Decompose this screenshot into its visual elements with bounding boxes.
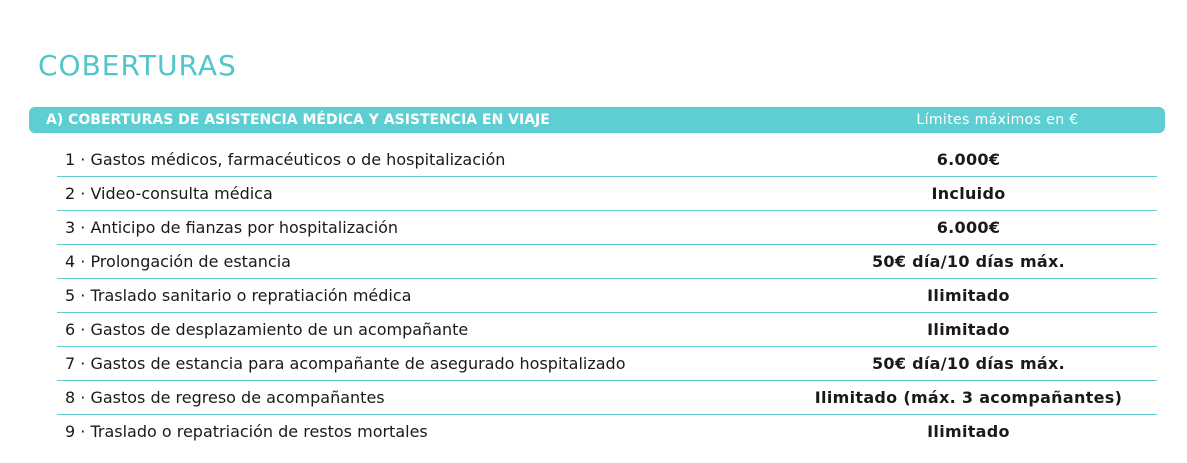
page-title: COBERTURAS xyxy=(38,49,237,82)
table-row xyxy=(57,279,1157,313)
table-row xyxy=(57,211,1157,245)
table-row xyxy=(57,415,1157,448)
row-description: 1 · Gastos médicos, farmacéuticos o de hospitalización xyxy=(65,150,506,169)
table-row xyxy=(57,143,1157,177)
section-header-bar xyxy=(29,107,1165,133)
row-limit-value: Incluido xyxy=(931,184,1006,203)
row-limit-value: Ilimitado xyxy=(927,422,1010,441)
row-limit-value: Ilimitado (máx. 3 acompañantes) xyxy=(814,388,1123,407)
row-limit-value: Ilimitado xyxy=(927,320,1010,339)
table-row xyxy=(57,313,1157,347)
row-description: 8 · Gastos de regreso de acompañantes xyxy=(65,388,385,407)
table-row xyxy=(57,177,1157,211)
row-limit-value: 6.000€ xyxy=(936,218,1001,237)
row-limit-value: 50€ día/10 días máx. xyxy=(871,354,1066,373)
row-description: 5 · Traslado sanitario o repratiación médica xyxy=(65,286,412,305)
row-description: 9 · Traslado o repatriación de restos mortales xyxy=(65,422,428,441)
table-row xyxy=(57,245,1157,279)
row-description: 7 · Gastos de estancia para acompañante de asegurado hospitalizado xyxy=(65,354,626,373)
row-description: 6 · Gastos de desplazamiento de un acompañante xyxy=(65,320,469,339)
row-description: 4 · Prolongación de estancia xyxy=(65,252,291,271)
row-description: 3 · Anticipo de fianzas por hospitalización xyxy=(65,218,399,237)
row-limit-value: 6.000€ xyxy=(936,150,1001,169)
table-row xyxy=(57,347,1157,381)
coverage-table xyxy=(57,143,1157,448)
row-description: 2 · Video-consulta médica xyxy=(65,184,273,203)
limits-column-header: Límites máximos en € xyxy=(916,112,1079,128)
section-title: A) COBERTURAS DE ASISTENCIA MÉDICA Y ASISTENCIA EN VIAJE xyxy=(46,112,550,128)
table-row xyxy=(57,381,1157,415)
row-limit-value: Ilimitado xyxy=(927,286,1010,305)
row-limit-value: 50€ día/10 días máx. xyxy=(871,252,1066,271)
